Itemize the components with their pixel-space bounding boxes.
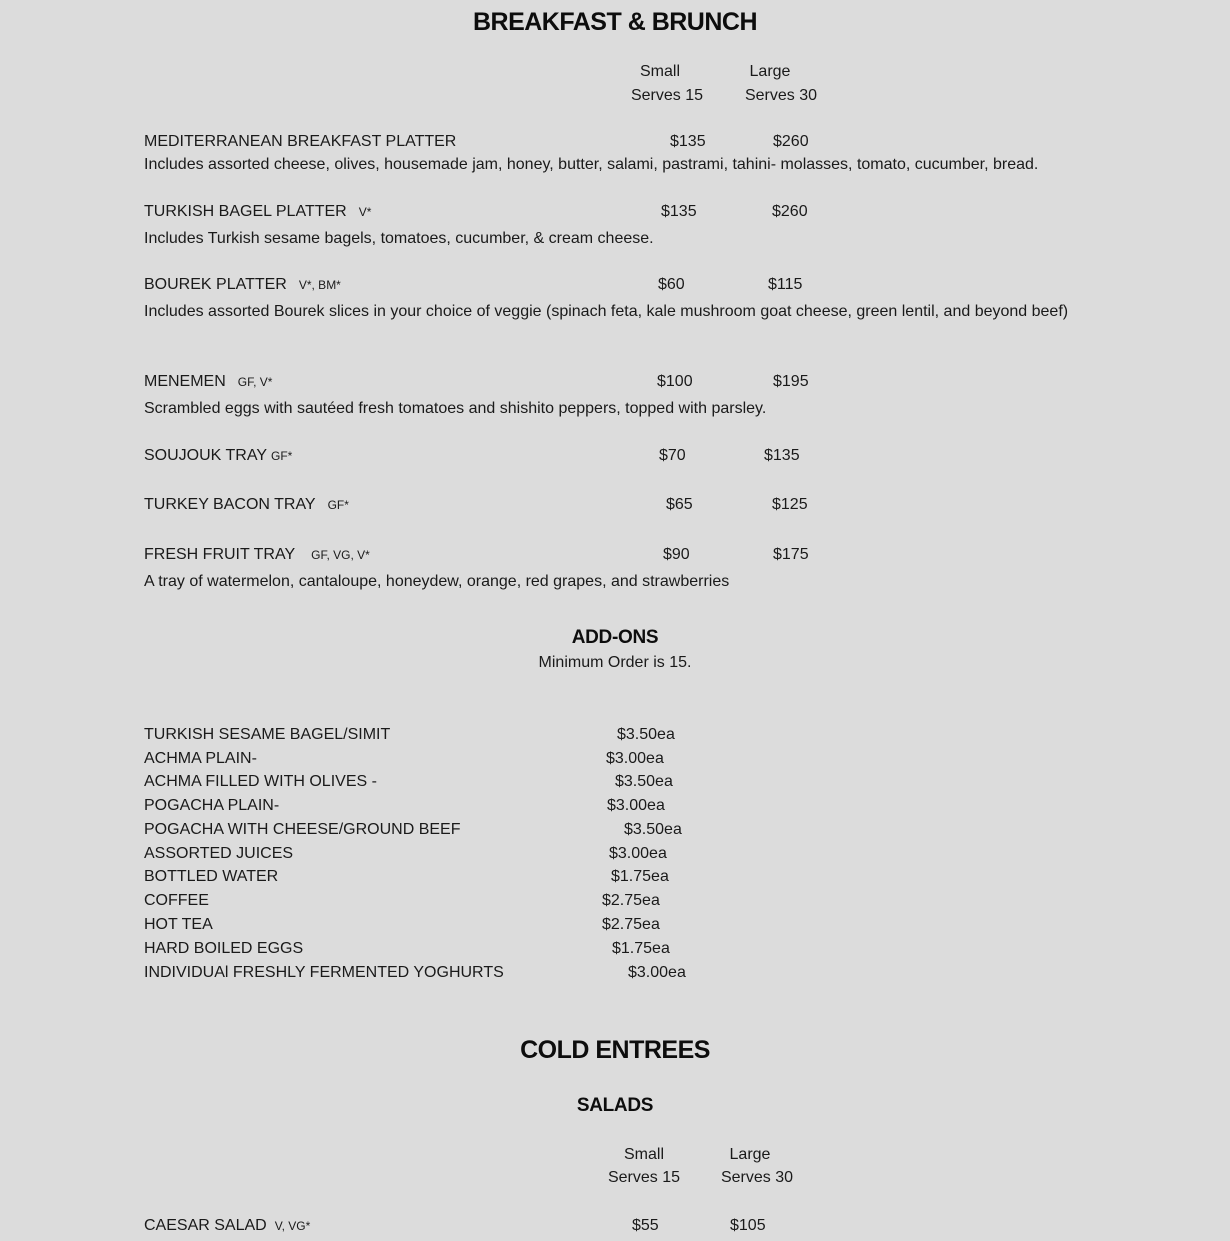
price-small: $60 [658,276,685,293]
addon-name: POGACHA WITH CHEESE/GROUND BEEF [144,821,461,838]
section-title-addons: ADD-ONS [571,627,659,648]
dietary-tags: GF, VG, V* [311,548,370,562]
dietary-tags: V*, BM* [298,278,341,292]
menu-item-name: CAESAR SALAD V, VG* [144,1217,311,1234]
price-large: $260 [773,133,809,150]
dietary-tags: V, VG* [274,1219,311,1233]
serves-label-small: Serves 15 [607,1169,681,1186]
section-title-breakfast: BREAKFAST & BRUNCH [472,8,758,36]
addon-price: $2.75ea [602,892,660,909]
subsection-title-salads: SALADS [576,1095,654,1116]
price-large: $125 [772,496,808,513]
serves-label-small: Serves 15 [630,87,704,104]
menu-item-name: MEDITERRANEAN BREAKFAST PLATTER [144,133,457,150]
addon-name: COFFEE [144,892,209,909]
menu-item-description: Includes assorted cheese, olives, housemade jam, honey, butter, salami, pastrami, tahini- molasses, tomato, cucumber, bread. [144,156,1039,173]
dietary-tags: GF* [327,498,349,512]
price-large: $115 [768,276,803,293]
size-label-large: Large [749,63,791,80]
section-title-cold-entrees: COLD ENTREES [520,1036,710,1064]
addon-name: TURKISH SESAME BAGEL/SIMIT [144,726,391,743]
price-large: $105 [730,1217,766,1234]
addon-name: POGACHA PLAIN- [144,797,280,814]
price-large: $175 [773,546,809,563]
dietary-tags: GF* [270,449,293,463]
price-large: $195 [773,373,809,390]
dietary-tags: V* [358,205,372,219]
price-large: $260 [772,203,808,220]
addon-name: ACHMA FILLED WITH OLIVES - [144,773,377,790]
price-small: $65 [666,496,693,513]
size-label-small: Small [623,1146,664,1163]
price-small: $100 [657,373,693,390]
menu-item-description: Scrambled eggs with sautéed fresh tomatoes and shishito peppers, topped with parsley. [144,400,767,417]
menu-item-description: A tray of watermelon, cantaloupe, honeydew, orange, red grapes, and strawberries [144,573,730,590]
addon-price: $1.75ea [612,940,670,957]
addon-name: BOTTLED WATER [144,868,279,885]
addon-name: ACHMA PLAIN- [144,750,257,767]
price-small: $135 [661,203,697,220]
dietary-tags: GF, V* [237,375,273,389]
addon-price: $3.00ea [609,845,667,862]
price-small: $70 [659,447,686,464]
addon-price: $3.50ea [615,773,673,790]
menu-item-description: Includes assorted Bourek slices in your choice of veggie (spinach feta, kale mushroom goat cheese, green lentil, and beyond beef) [144,303,1069,320]
menu-item-name: BOUREK PLATTER V*, BM* [144,276,341,293]
menu-item-name: TURKEY BACON TRAY GF* [144,496,349,513]
addon-price: $2.75ea [602,916,660,933]
addon-price: $3.00ea [606,750,664,767]
addon-name: HOT TEA [144,916,213,933]
price-small: $135 [670,133,706,150]
price-large: $135 [764,447,800,464]
menu-item-name: SOUJOUK TRAY GF* [144,447,293,464]
addons-note: Minimum Order is 15. [538,654,692,671]
addon-price: $3.00ea [607,797,665,814]
price-small: $90 [663,546,690,563]
serves-label-large: Serves 30 [720,1169,794,1186]
price-small: $55 [632,1217,659,1234]
addon-price: $1.75ea [611,868,669,885]
serves-label-large: Serves 30 [744,87,818,104]
addon-name: INDIVIDUAl FRESHLY FERMENTED YOGHURTS [144,964,504,981]
size-label-small: Small [639,63,680,80]
size-label-large: Large [729,1146,771,1163]
addon-name: ASSORTED JUICES [144,845,294,862]
menu-item-name: MENEMEN GF, V* [144,373,273,390]
addon-name: HARD BOILED EGGS [144,940,304,957]
addon-price: $3.50ea [624,821,682,838]
menu-item-name: FRESH FRUIT TRAY GF, VG, V* [144,546,370,563]
addon-price: $3.50ea [617,726,675,743]
addon-price: $3.00ea [628,964,686,981]
menu-item-name: TURKISH BAGEL PLATTER V* [144,203,372,220]
menu-item-description: Includes Turkish sesame bagels, tomatoes, cucumber, & cream cheese. [144,230,654,247]
